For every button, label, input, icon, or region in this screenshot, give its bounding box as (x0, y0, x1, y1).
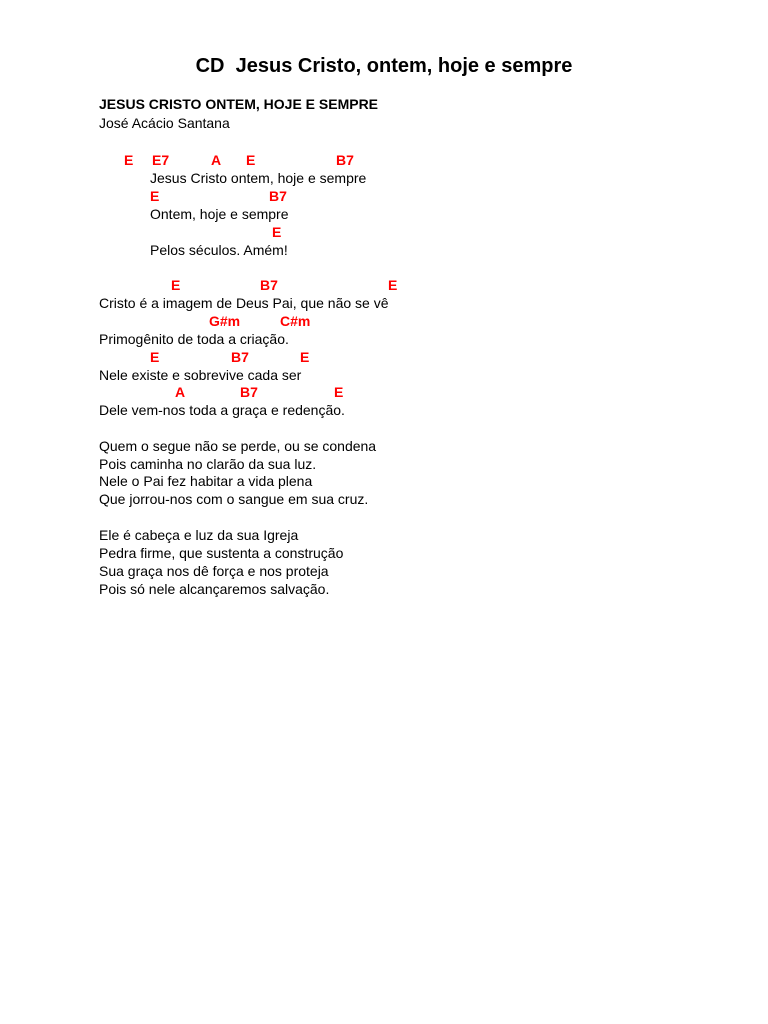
lyric-line: Pois só nele alcançaremos salvação. (99, 581, 330, 597)
chord: B7 (240, 384, 258, 400)
chord: E (300, 349, 310, 365)
lyric-line: Ele é cabeça e luz da sua Igreja (99, 527, 299, 543)
chord: E (150, 349, 160, 365)
chord: E (334, 384, 344, 400)
chord: E (124, 152, 134, 168)
lyric-line: Sua graça nos dê força e nos proteja (99, 563, 329, 579)
lyric-line: Primogênito de toda a criação. (99, 331, 289, 347)
lyric-line: Quem o segue não se perde, ou se condena (99, 438, 377, 454)
chord: B7 (269, 188, 287, 204)
chord: E (171, 277, 181, 293)
lyric-line: Cristo é a imagem de Deus Pai, que não se vê (99, 295, 389, 311)
chord: E (388, 277, 398, 293)
document-title: CD Jesus Cristo, ontem, hoje e sempre (195, 55, 573, 77)
lyric-line: Ontem, hoje e sempre (150, 206, 289, 222)
chord: E (246, 152, 256, 168)
lyric-line: Pelos séculos. Amém! (150, 242, 288, 258)
lyric-line: Nele existe e sobrevive cada ser (99, 367, 302, 383)
lyric-line: Pois caminha no clarão da sua luz. (99, 456, 317, 472)
chord: C#m (280, 313, 311, 329)
chord: A (211, 152, 222, 168)
song-title: JESUS CRISTO ONTEM, HOJE E SEMPRE (99, 96, 379, 112)
lyric-line: Pedra firme, que sustenta a construção (99, 545, 344, 561)
lyric-line: Jesus Cristo ontem, hoje e sempre (150, 170, 367, 186)
chord: B7 (231, 349, 249, 365)
lyric-line: Dele vem-nos toda a graça e redenção. (99, 402, 345, 418)
chord: A (175, 384, 186, 400)
lyric-line: Nele o Pai fez habitar a vida plena (99, 473, 313, 489)
chord: G#m (209, 313, 241, 329)
chord: B7 (260, 277, 278, 293)
chord: B7 (336, 152, 354, 168)
chord: E7 (152, 152, 170, 168)
lyric-line: Que jorrou-nos com o sangue em sua cruz. (99, 491, 369, 507)
song-author: José Acácio Santana (99, 115, 230, 131)
chord: E (272, 224, 282, 240)
chord: E (150, 188, 160, 204)
